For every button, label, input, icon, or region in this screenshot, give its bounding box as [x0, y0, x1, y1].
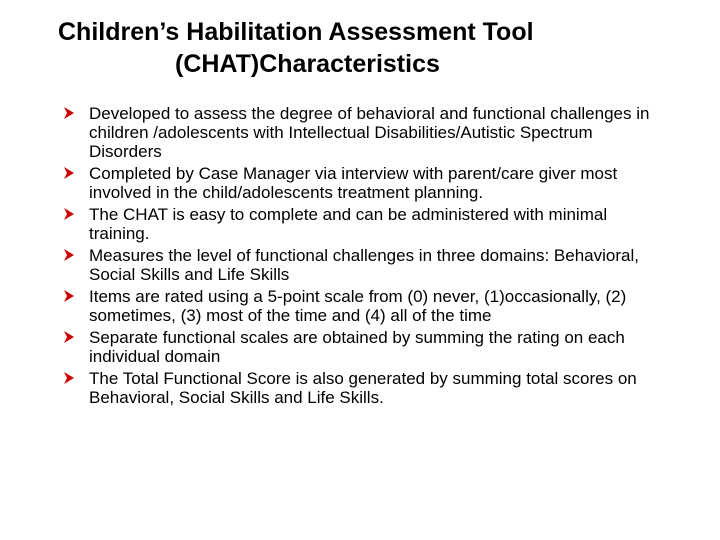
- bullet-item: [62, 164, 662, 202]
- arrowhead-bullet-icon: [62, 166, 76, 180]
- slide-title: [40, 16, 680, 80]
- bullet-text: Completed by Case Manager via interview with parent/care giver most involved in the child/adolescents treatment planning.: [89, 164, 618, 202]
- arrowhead-bullet-icon: [62, 207, 76, 221]
- bullet-item: [62, 205, 662, 243]
- bullet-text: The Total Functional Score is also generated by summing total scores on Behavioral, Social Skills and Life Skills.: [89, 369, 637, 407]
- bullet-item: [62, 287, 662, 325]
- bullet-item: [62, 246, 662, 284]
- bullet-item: [62, 328, 662, 366]
- bullet-text: Separate functional scales are obtained by summing the rating on each individual domain: [89, 328, 625, 366]
- bullet-item: [62, 104, 662, 161]
- arrowhead-bullet-icon: [62, 248, 76, 262]
- slide-title-line-1: Children’s Habilitation Assessment Tool: [58, 18, 534, 46]
- bullet-item: [62, 369, 662, 407]
- bullet-text: Items are rated using a 5-point scale from (0) never, (1)occasionally, (2) sometimes, (3) most of the time and (4) all of the time: [89, 287, 627, 325]
- arrowhead-bullet-icon: [62, 289, 76, 303]
- arrowhead-bullet-icon: [62, 371, 76, 385]
- slide-title-line-2: (CHAT)Characteristics: [175, 50, 440, 78]
- bullet-text: Measures the level of functional challenges in three domains: Behavioral, Social Skills and Life Skills: [89, 246, 639, 284]
- bullet-text: Developed to assess the degree of behavioral and functional challenges in children /adolescents with Intellectual Disabilities/Autistic Spectrum Disorders: [89, 104, 650, 161]
- bullet-text: The CHAT is easy to complete and can be administered with minimal training.: [89, 205, 608, 243]
- arrowhead-bullet-icon: [62, 330, 76, 344]
- arrowhead-bullet-icon: [62, 106, 76, 120]
- bullet-list: [62, 104, 662, 410]
